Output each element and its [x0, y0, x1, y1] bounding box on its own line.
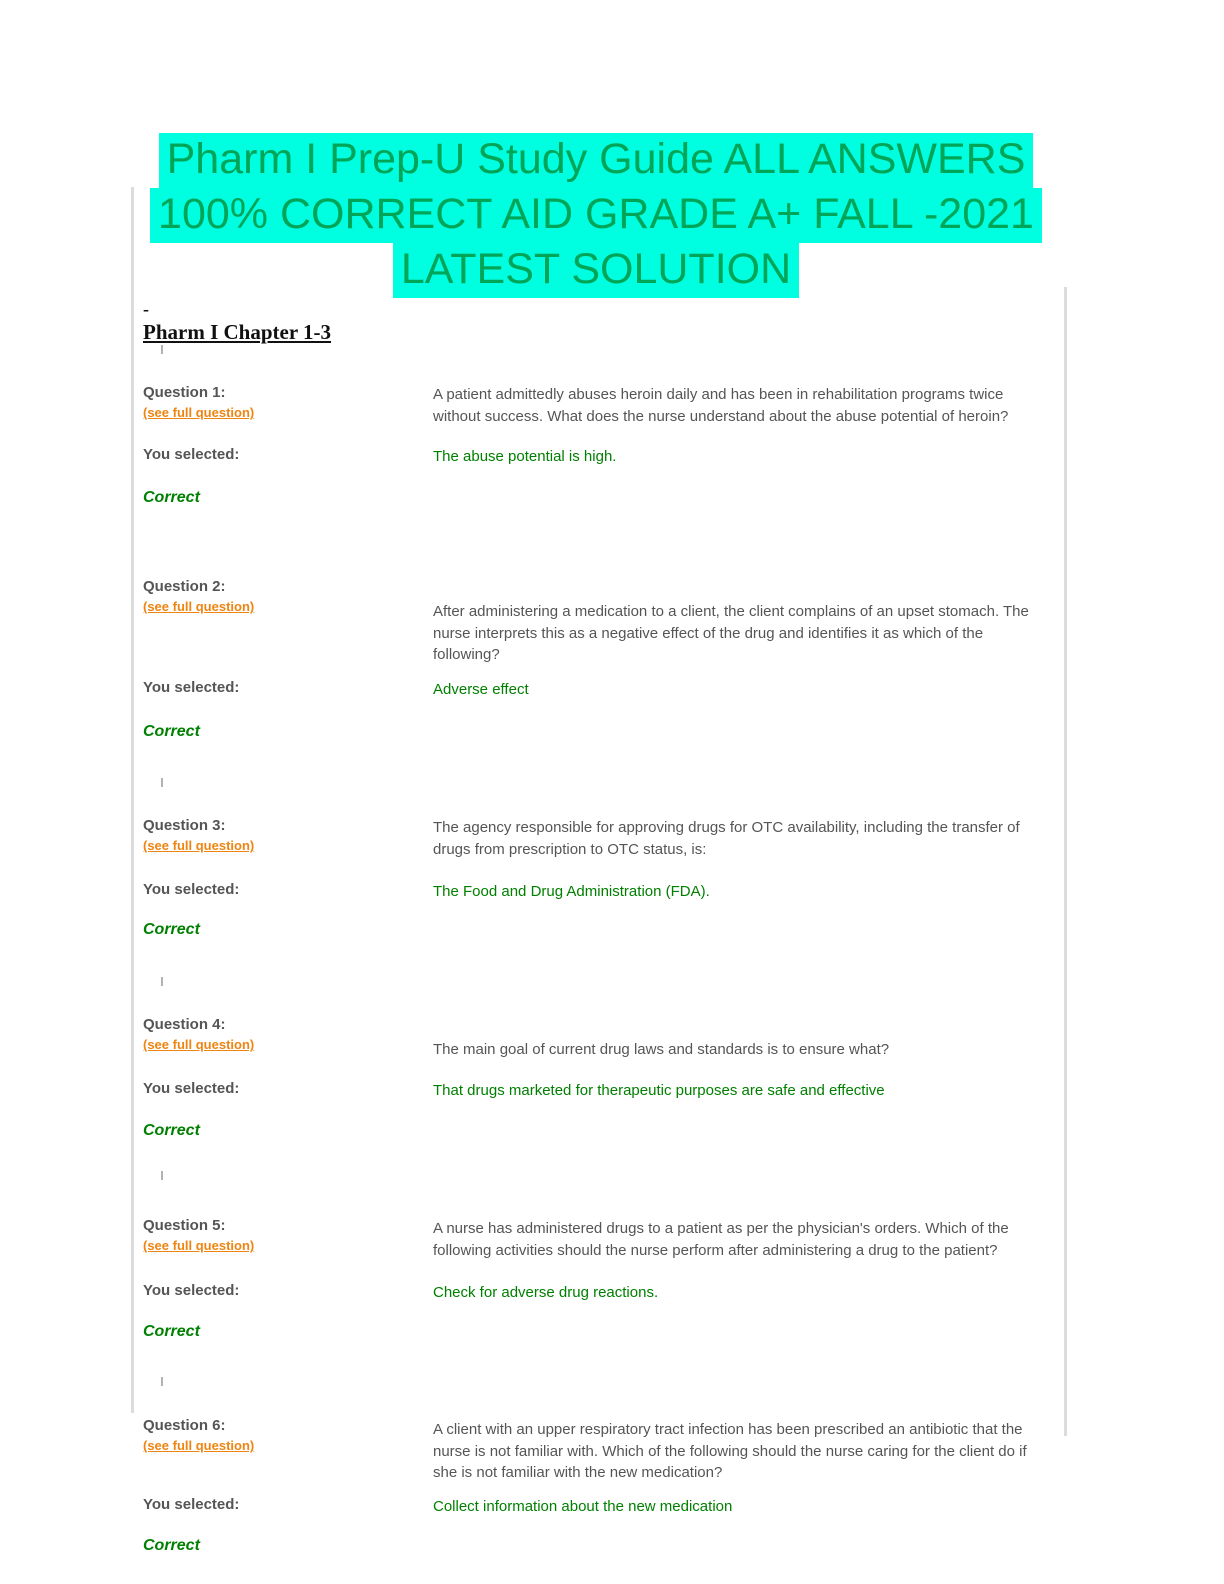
question-label: Question 3: — [143, 817, 226, 834]
question-label: Question 6: — [143, 1417, 226, 1434]
title-line-1: Pharm I Prep-U Study Guide ALL ANSWERS — [159, 133, 1034, 188]
artifact-tick — [161, 1171, 163, 1180]
artifact-tick — [161, 345, 163, 354]
question-text: The main goal of current drug laws and standards is to ensure what? — [433, 1041, 890, 1058]
you-selected-label: You selected: — [143, 1496, 240, 1513]
question-text: The agency responsible for approving drugs for OTC availability, including the transfer of drugs from prescription to OTC status, is: — [433, 819, 1020, 858]
question-label: Question 2: — [143, 578, 226, 595]
selected-answer: That drugs marketed for therapeutic purposes are safe and effective — [433, 1082, 885, 1099]
selected-answer: The Food and Drug Administration (FDA). — [433, 883, 710, 900]
question-text: A client with an upper respiratory tract infection has been prescribed an antibiotic that the nurse is not familiar with. Which of the following should the nurse caring for the client do if she is not familiar with the new medication? — [433, 1421, 1027, 1481]
question-label: Question 1: — [143, 384, 226, 401]
see-full-question-link[interactable]: (see full question) — [143, 1438, 255, 1453]
see-full-question-link[interactable]: (see full question) — [143, 838, 255, 853]
see-full-question-link[interactable]: (see full question) — [143, 599, 255, 614]
page-border-left — [131, 187, 134, 1413]
artifact-tick — [161, 1377, 163, 1386]
question-text: A nurse has administered drugs to a patient as per the physician's orders. Which of the following activities should the nurse perform after administering a drug to the patient? — [433, 1220, 1009, 1259]
selected-answer: The abuse potential is high. — [433, 448, 617, 465]
see-full-question-link[interactable]: (see full question) — [143, 1238, 255, 1253]
you-selected-label: You selected: — [143, 446, 240, 463]
you-selected-label: You selected: — [143, 1080, 240, 1097]
you-selected-label: You selected: — [143, 881, 240, 898]
question-text: After administering a medication to a client, the client complains of an upset stomach. The nurse interprets this as a negative effect of the drug and identifies it as which of the following? — [433, 603, 1029, 663]
you-selected-label: You selected: — [143, 1282, 240, 1299]
result-correct: Correct — [143, 1323, 200, 1340]
question-text: A patient admittedly abuses heroin daily and has been in rehabilitation programs twice without success. What does the nurse understand about the abuse potential of heroin? — [433, 386, 1009, 425]
artifact-tick — [161, 778, 163, 787]
result-correct: Correct — [143, 723, 200, 740]
stray-dash: - — [143, 299, 149, 319]
result-correct: Correct — [143, 1122, 200, 1139]
selected-answer: Check for adverse drug reactions. — [433, 1284, 659, 1301]
document-title — [16, 133, 1176, 298]
section-heading: Pharm I Chapter 1-3 — [143, 320, 332, 344]
question-label: Question 5: — [143, 1217, 226, 1234]
result-correct: Correct — [143, 1537, 200, 1554]
selected-answer: Collect information about the new medication — [433, 1498, 733, 1515]
question-label: Question 4: — [143, 1016, 226, 1033]
artifact-tick — [161, 977, 163, 986]
title-line-2: 100% CORRECT AID GRADE A+ FALL -2021 — [150, 188, 1042, 243]
selected-answer: Adverse effect — [433, 681, 529, 698]
result-correct: Correct — [143, 921, 200, 938]
you-selected-label: You selected: — [143, 679, 240, 696]
result-correct: Correct — [143, 489, 200, 506]
page-border-right — [1064, 287, 1067, 1436]
see-full-question-link[interactable]: (see full question) — [143, 1037, 255, 1052]
title-line-3: LATEST SOLUTION — [393, 243, 799, 298]
see-full-question-link[interactable]: (see full question) — [143, 405, 255, 420]
